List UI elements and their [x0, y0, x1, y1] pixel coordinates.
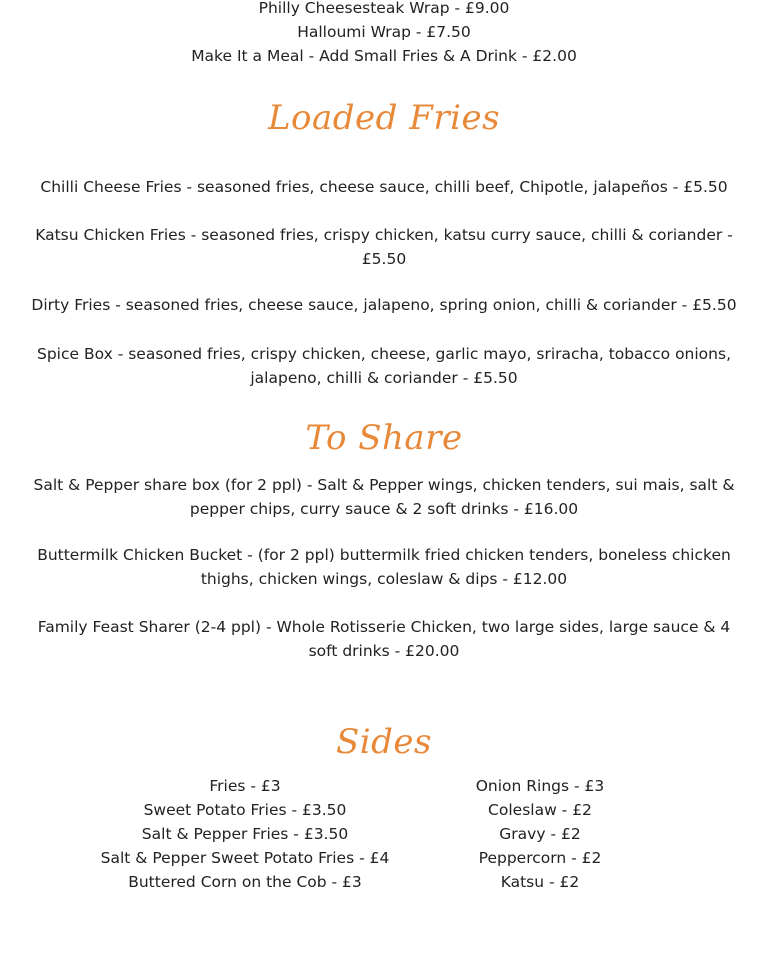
menu-item-family-feast-sharer-cont: soft drinks - £20.00 — [308, 642, 460, 660]
menu-item-family-feast-sharer: Family Feast Sharer (2-4 ppl) - Whole Rotisserie Chicken, two large sides, large sauce & 4 — [37, 618, 731, 636]
side-item: Peppercorn - £2 — [478, 849, 602, 867]
side-item: Onion Rings - £3 — [475, 777, 605, 795]
sides-right-column — [425, 774, 655, 894]
side-item: Gravy - £2 — [499, 825, 581, 843]
menu-item-katsu-chicken-fries-price: £5.50 — [361, 250, 407, 268]
menu-item-buttermilk-chicken-bucket-cont: thighs, chicken wings, coleslaw & dips - £12.00 — [200, 570, 568, 588]
menu-item-halloumi-wrap: Halloumi Wrap - £7.50 — [297, 23, 471, 41]
section-heading-to-share: To Share — [305, 418, 463, 458]
menu-item-salt-pepper-share-box: Salt & Pepper share box (for 2 ppl) - Salt & Pepper wings, chicken tenders, sui mais, salt & — [33, 476, 735, 494]
menu-item-buttermilk-chicken-bucket: Buttermilk Chicken Bucket - (for 2 ppl) buttermilk fried chicken tenders, boneless chicken — [37, 546, 731, 564]
section-heading-loaded-fries: Loaded Fries — [267, 98, 501, 138]
menu-item-philly-cheesesteak-wrap: Philly Cheesesteak Wrap - £9.00 — [258, 0, 510, 17]
side-item: Fries - £3 — [209, 777, 281, 795]
side-item: Sweet Potato Fries - £3.50 — [143, 801, 347, 819]
side-item: Salt & Pepper Sweet Potato Fries - £4 — [100, 849, 390, 867]
side-item: Salt & Pepper Fries - £3.50 — [141, 825, 349, 843]
menu-item-chilli-cheese-fries: Chilli Cheese Fries - seasoned fries, cheese sauce, chilli beef, Chipotle, jalapeños - £5.50 — [40, 178, 728, 196]
menu-item-katsu-chicken-fries: Katsu Chicken Fries - seasoned fries, crispy chicken, katsu curry sauce, chilli & coriander - — [35, 226, 733, 244]
side-item: Buttered Corn on the Cob - £3 — [128, 873, 362, 891]
menu-item-spice-box-cont: jalapeno, chilli & coriander - £5.50 — [250, 369, 518, 387]
menu-item-salt-pepper-share-box-cont: pepper chips, curry sauce & 2 soft drinks - £16.00 — [189, 500, 579, 518]
section-heading-sides: Sides — [336, 722, 432, 762]
menu-item-dirty-fries: Dirty Fries - seasoned fries, cheese sauce, jalapeno, spring onion, chilli & coriander - £5.50 — [31, 296, 737, 314]
menu-item-spice-box: Spice Box - seasoned fries, crispy chicken, cheese, garlic mayo, sriracha, tobacco onions, — [36, 345, 731, 363]
menu-item-make-it-a-meal: Make It a Meal - Add Small Fries & A Drink - £2.00 — [191, 47, 577, 65]
sides-left-column — [80, 774, 410, 894]
side-item: Coleslaw - £2 — [488, 801, 592, 819]
side-item: Katsu - £2 — [500, 873, 580, 891]
